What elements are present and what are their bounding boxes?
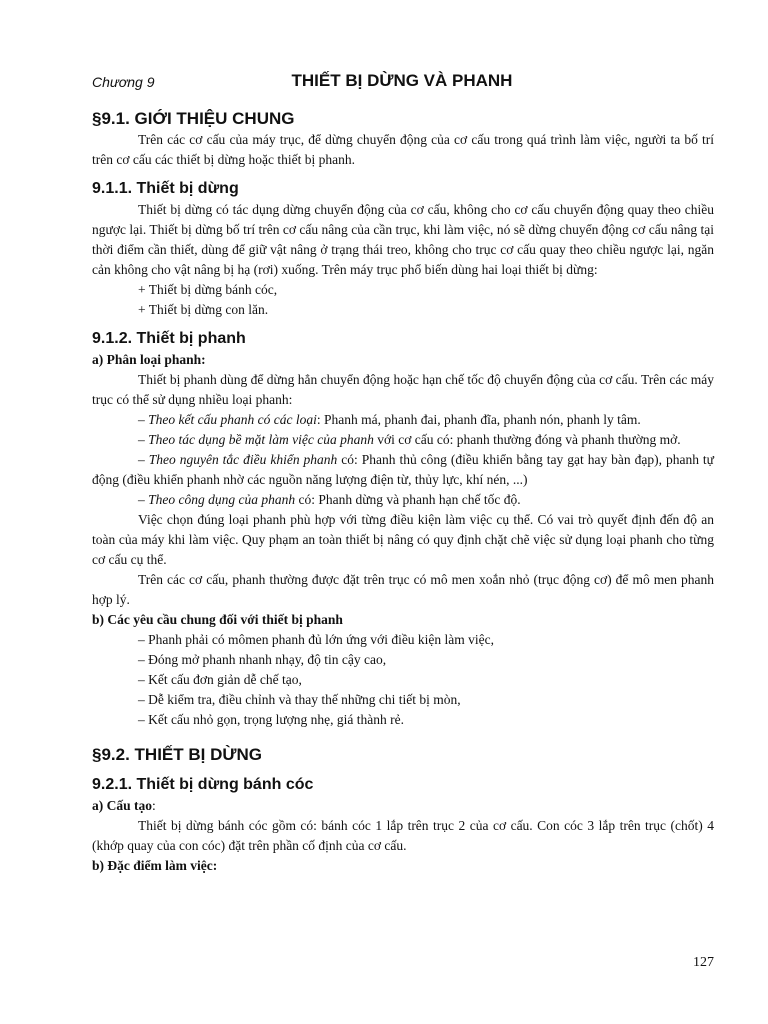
list-item: + Thiết bị dừng bánh cóc, xyxy=(138,282,278,297)
classification-item xyxy=(92,490,714,510)
requirement-item: – Đóng mở phanh nhanh nhạy, độ tin cậy cao, xyxy=(138,652,387,667)
structure-heading: a) Cấu tạo xyxy=(92,798,152,813)
dash: – xyxy=(138,412,149,427)
classification-item xyxy=(92,430,714,450)
brake-selection-paragraph: Việc chọn đúng loại phanh phù hợp với từng điều kiện làm việc cụ thể. Có vai trò quyết định đến độ an toàn của máy khi làm việc. Quy phạm an toàn thiết bị nâng có quy định chặt chẽ việc sử dụng loại phanh cho từng cơ cấu cụ thể. xyxy=(92,512,714,567)
working-characteristics-heading: b) Đặc điểm làm việc: xyxy=(92,858,218,873)
brake-placement-paragraph: Trên các cơ cấu, phanh thường được đặt trên trục có mô men xoắn nhỏ (trục động cơ) để mô men phanh hợp lý. xyxy=(92,572,714,607)
structure-heading-colon: : xyxy=(152,798,156,813)
classification-criterion: Theo kết cấu phanh có các loại xyxy=(148,412,317,427)
classification-detail: với cơ cấu có: phanh thường đóng và phanh thường mở. xyxy=(373,432,681,447)
brake-requirements-heading: b) Các yêu cầu chung đối với thiết bị phanh xyxy=(92,612,343,627)
chapter-label: Chương 9 xyxy=(92,74,155,90)
classification-criterion: Theo công dụng của phanh xyxy=(148,492,296,507)
dash: – xyxy=(138,492,149,507)
list-item: + Thiết bị dừng con lăn. xyxy=(138,302,269,317)
brake-classification-paragraph: Thiết bị phanh dùng để dừng hẳn chuyển động hoặc hạn chế tốc độ chuyển động của cơ cấu. Trên các máy trục có thể sử dụng nhiều loại phanh: xyxy=(92,372,714,407)
subsection-heading-9-1-2: 9.1.2. Thiết bị phanh xyxy=(92,330,246,347)
dash: – xyxy=(138,452,149,467)
chapter-header xyxy=(92,71,712,95)
intro-paragraph: Trên các cơ cấu của máy trục, để dừng chuyển động của cơ cấu trong quá trình làm việc, người ta bố trí trên cơ cấu các thiết bị dừng hoặc thiết bị phanh. xyxy=(92,132,714,167)
structure-heading-line xyxy=(92,796,714,816)
classification-detail: có: Phanh dừng và phanh hạn chế tốc độ. xyxy=(295,492,521,507)
brake-classification-heading: a) Phân loại phanh: xyxy=(92,352,206,367)
subsection-heading-9-1-1: 9.1.1. Thiết bị dừng xyxy=(92,180,239,197)
section-heading-9-2: §9.2. THIẾT BỊ DỪNG xyxy=(92,745,262,764)
classification-criterion: Theo tác dụng bề mặt làm việc của phanh xyxy=(148,432,374,447)
page-number: 127 xyxy=(693,955,714,970)
stop-device-paragraph: Thiết bị dừng có tác dụng dừng chuyển động của cơ cấu, không cho cơ cấu chuyển động quay theo chiều ngược lại. Thiết bị dừng bố trí trên cơ cấu nâng của cần trục, khi làm việc, nó sẽ dừng chuyển động cơ cấu nâng tại thời điểm cần thiết, dùng để giữ vật nâng ở trạng thái treo, không cho trục cơ cấu quay theo chiều ngược lại, ngăn cản không cho vật nâng bị hạ (rơi) xuống. Trên máy trục phổ biến dùng hai loại thiết bị dừng: xyxy=(92,202,714,277)
requirement-item: – Phanh phải có mômen phanh đủ lớn ứng với điều kiện làm việc, xyxy=(138,632,495,647)
ratchet-structure-paragraph: Thiết bị dừng bánh cóc gồm có: bánh cóc 1 lắp trên trục 2 của cơ cấu. Con cóc 3 lắp trên trục (chốt) 4 (khớp quay của con cóc) đặt trên phần cố định của cơ cấu. xyxy=(92,818,714,853)
requirement-item: – Kết cấu nhỏ gọn, trọng lượng nhẹ, giá thành rẻ. xyxy=(138,712,405,727)
chapter-title: THIẾT BỊ DỪNG VÀ PHANH xyxy=(291,71,513,90)
classification-item xyxy=(92,410,714,430)
classification-item xyxy=(92,450,714,490)
document-body xyxy=(92,108,714,876)
subsection-heading-9-2-1: 9.2.1. Thiết bị dừng bánh cóc xyxy=(92,776,314,793)
requirement-item: – Kết cấu đơn giản dễ chế tạo, xyxy=(138,672,302,687)
requirement-item: – Dễ kiểm tra, điều chỉnh và thay thế những chi tiết bị mòn, xyxy=(138,692,461,707)
dash: – xyxy=(138,432,149,447)
section-heading-9-1: §9.1. GIỚI THIỆU CHUNG xyxy=(92,109,295,128)
classification-criterion: Theo nguyên tắc điều khiển phanh xyxy=(148,452,338,467)
classification-detail: có: Phanh thủ công (điều khiển bằng tay gạt hay bàn đạp), phanh tự động (điều khiển phanh nhờ các nguồn năng lượng điện từ, thủy lực, khí nén, ...) xyxy=(92,452,714,487)
classification-detail: : Phanh má, phanh đai, phanh đĩa, phanh nón, phanh ly tâm. xyxy=(316,412,641,427)
